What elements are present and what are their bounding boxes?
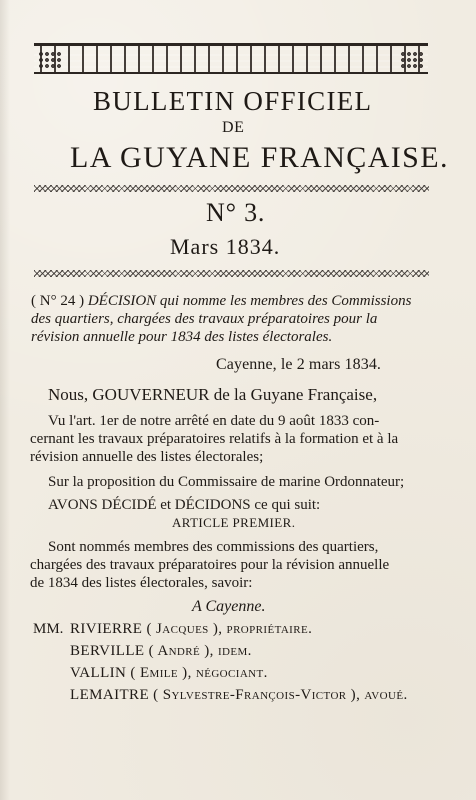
member-line <box>33 618 423 640</box>
bulletin-title-line3: LA GUYANE FRANÇAISE. <box>70 141 449 174</box>
top-ornament-band <box>34 43 428 74</box>
members-intro-line-1: Sont nommés membres des commissions des quartiers, <box>48 539 379 555</box>
ornamental-rule-top <box>34 185 429 192</box>
member-line <box>33 662 423 684</box>
body-paragraph-line-3: révision annuelle des listes électorales; <box>30 449 264 465</box>
member-line <box>33 640 423 662</box>
member-text: VALLIN ( Emile ), négociant. <box>70 665 268 681</box>
body-paragraph-line-2: cernant les travaux préparatoires relatifs à la formation et à la <box>30 431 399 447</box>
member-text: BERVILLE ( André ), idem. <box>70 643 252 659</box>
proposal-line: Sur la proposition du Commissaire de marine Ordonnateur; <box>48 474 405 490</box>
member-text: RIVIERRE ( Jacques ), propriétaire. <box>70 621 313 637</box>
members-intro-line-3: de 1834 des listes électorales, savoir: <box>30 575 253 591</box>
bulletin-title-line2: DE <box>222 119 245 136</box>
decision-title-part1: DÉCISION qui nomme les membres des Commissions <box>87 293 412 309</box>
ornamental-rule-bottom <box>34 270 429 277</box>
member-text: LEMAITRE ( Sylvestre-François-Victor ), avoué. <box>70 687 408 703</box>
decision-line-2: des quartiers, chargées des travaux préparatoires pour la <box>31 311 378 327</box>
bulletin-title-line1: BULLETIN OFFICIEL <box>93 86 373 116</box>
place-and-date: Cayenne, le 2 mars 1834. <box>216 356 382 373</box>
decision-prefix: ( N° 24 ) <box>31 293 88 309</box>
page-fold-shadow <box>0 0 10 800</box>
cayenne-section-heading: A Cayenne. <box>192 598 266 615</box>
issue-number: N° 3. <box>206 198 266 227</box>
decision-line-1 <box>31 292 427 310</box>
decision-summary <box>31 292 427 346</box>
member-line <box>33 684 423 706</box>
decided-line: AVONS DÉCIDÉ et DÉCIDONS ce qui suit: <box>48 497 321 513</box>
decision-line-3: révision annuelle pour 1834 des listes électorales. <box>31 329 333 345</box>
members-list <box>33 618 423 706</box>
member-prefix: MM. <box>33 621 64 637</box>
governor-line: Nous, GOUVERNEUR de la Guyane Française, <box>48 385 378 404</box>
members-intro-line-2: chargées des travaux préparatoires pour la révision annuelle <box>30 557 390 573</box>
issue-month: Mars 1834. <box>170 234 281 259</box>
article-heading: ARTICLE PREMIER. <box>172 515 296 530</box>
body-paragraph-line-1: Vu l'art. 1er de notre arrêté en date du 9 août 1833 con- <box>48 413 380 429</box>
